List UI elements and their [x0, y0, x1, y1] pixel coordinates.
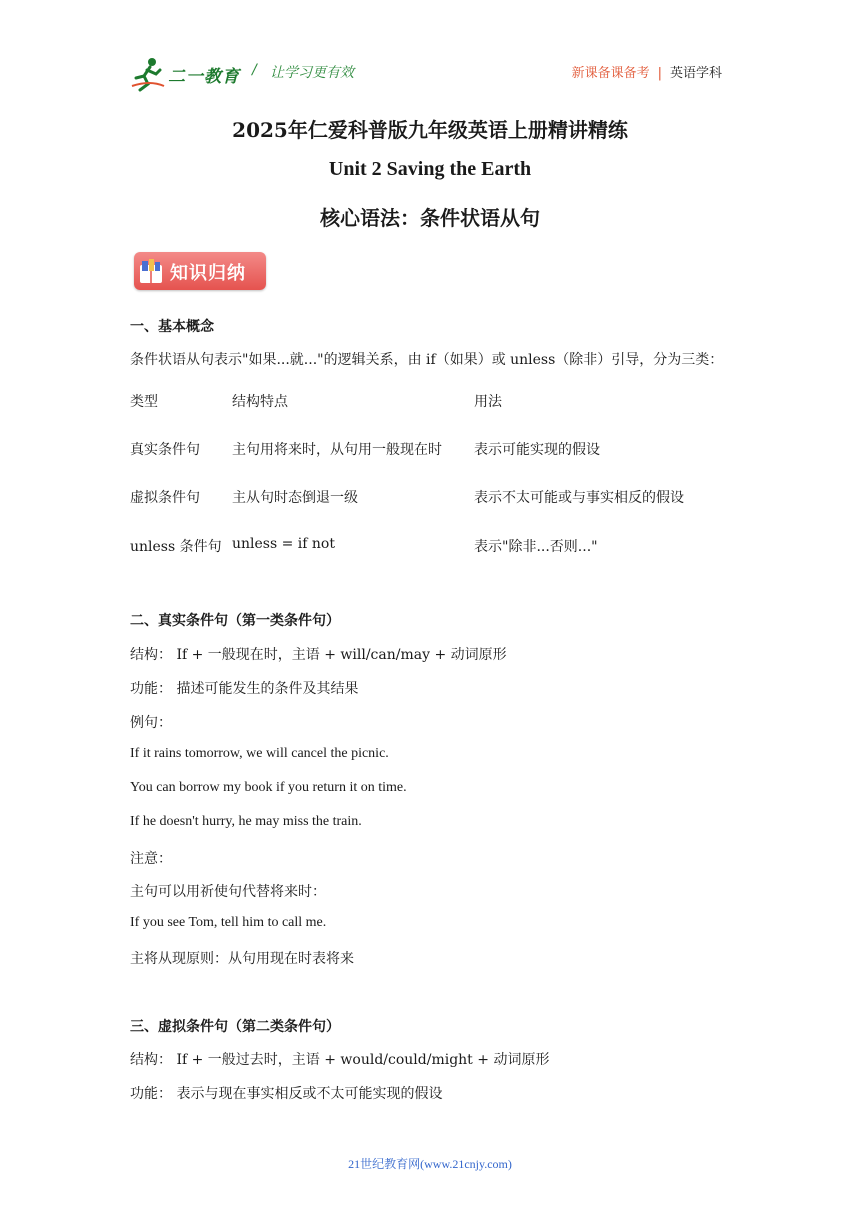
table-cell: 真实条件句: [130, 442, 200, 458]
section3-structure: 结构： If + 一般过去时，主语 + would/could/might + 动词原形: [130, 1052, 550, 1068]
section2-heading: 二、真实条件句（第一类条件句）: [130, 613, 340, 629]
section2-function: 功能： 描述可能发生的条件及其结果: [130, 681, 359, 697]
example-sentence: You can borrow my book if you return it on time.: [130, 780, 407, 795]
note-example: If you see Tom, tell him to call me.: [130, 915, 327, 930]
book-icon: [138, 257, 164, 285]
brand-name: 二一教育: [168, 67, 240, 87]
unit-title: Unit 2 Saving the Earth: [328, 158, 532, 180]
table-header-cell: 用法: [474, 394, 502, 410]
table-header-cell: 结构特点: [232, 394, 288, 410]
section2-structure: 结构： If + 一般现在时，主语 + will/can/may + 动词原形: [130, 647, 507, 663]
grammar-title: 核心语法：条件状语从句: [320, 206, 540, 230]
header-separator: |: [657, 66, 662, 81]
table-cell: unless 条件句: [130, 539, 222, 555]
table-cell: unless = if not: [232, 536, 335, 552]
table-cell: 表示可能实现的假设: [474, 442, 600, 458]
table-header-cell: 类型: [130, 394, 158, 410]
table-cell: 主从句时态倒退一级: [232, 490, 358, 506]
slogan: 让学习更有效: [270, 65, 354, 81]
table-cell: 虚拟条件句: [130, 490, 200, 506]
header-subject-label: 英语学科: [669, 66, 722, 81]
section3-heading: 三、虚拟条件句（第二类条件句）: [130, 1019, 340, 1035]
table-cell: 表示"除非...否则...": [474, 539, 598, 555]
note-text: 主句可以用祈使句代替将来时：: [130, 884, 326, 900]
page-title: 2025年仁爱科普版九年级英语上册精讲精练: [232, 118, 628, 142]
header-right: [572, 62, 722, 81]
footer-link[interactable]: 21世纪教育网(www.21cnjy.com): [348, 1157, 512, 1171]
badge-label: 知识归纳: [170, 263, 246, 284]
section3-function: 功能： 表示与现在事实相反或不太可能实现的假设: [130, 1086, 443, 1102]
examples-label: 例句：: [130, 715, 172, 731]
table-cell: 表示不太可能或与事实相反的假设: [474, 490, 684, 506]
table-cell: 主句用将来时，从句用一般现在时: [232, 442, 442, 458]
example-sentence: If he doesn't hurry, he may miss the train.: [130, 814, 362, 829]
note-text: 主将从现原则：从句用现在时表将来: [130, 951, 354, 967]
example-sentence: If it rains tomorrow, we will cancel the picnic.: [130, 746, 389, 761]
section1-heading: 一、基本概念: [130, 319, 214, 335]
header-course-label: 新课备课备考: [571, 66, 650, 81]
section1-intro: 条件状语从句表示"如果...就..."的逻辑关系，由 if（如果）或 unless（除非）引导，分为三类：: [130, 352, 724, 368]
slogan-divider: /: [252, 62, 257, 78]
note-label: 注意：: [130, 851, 172, 867]
